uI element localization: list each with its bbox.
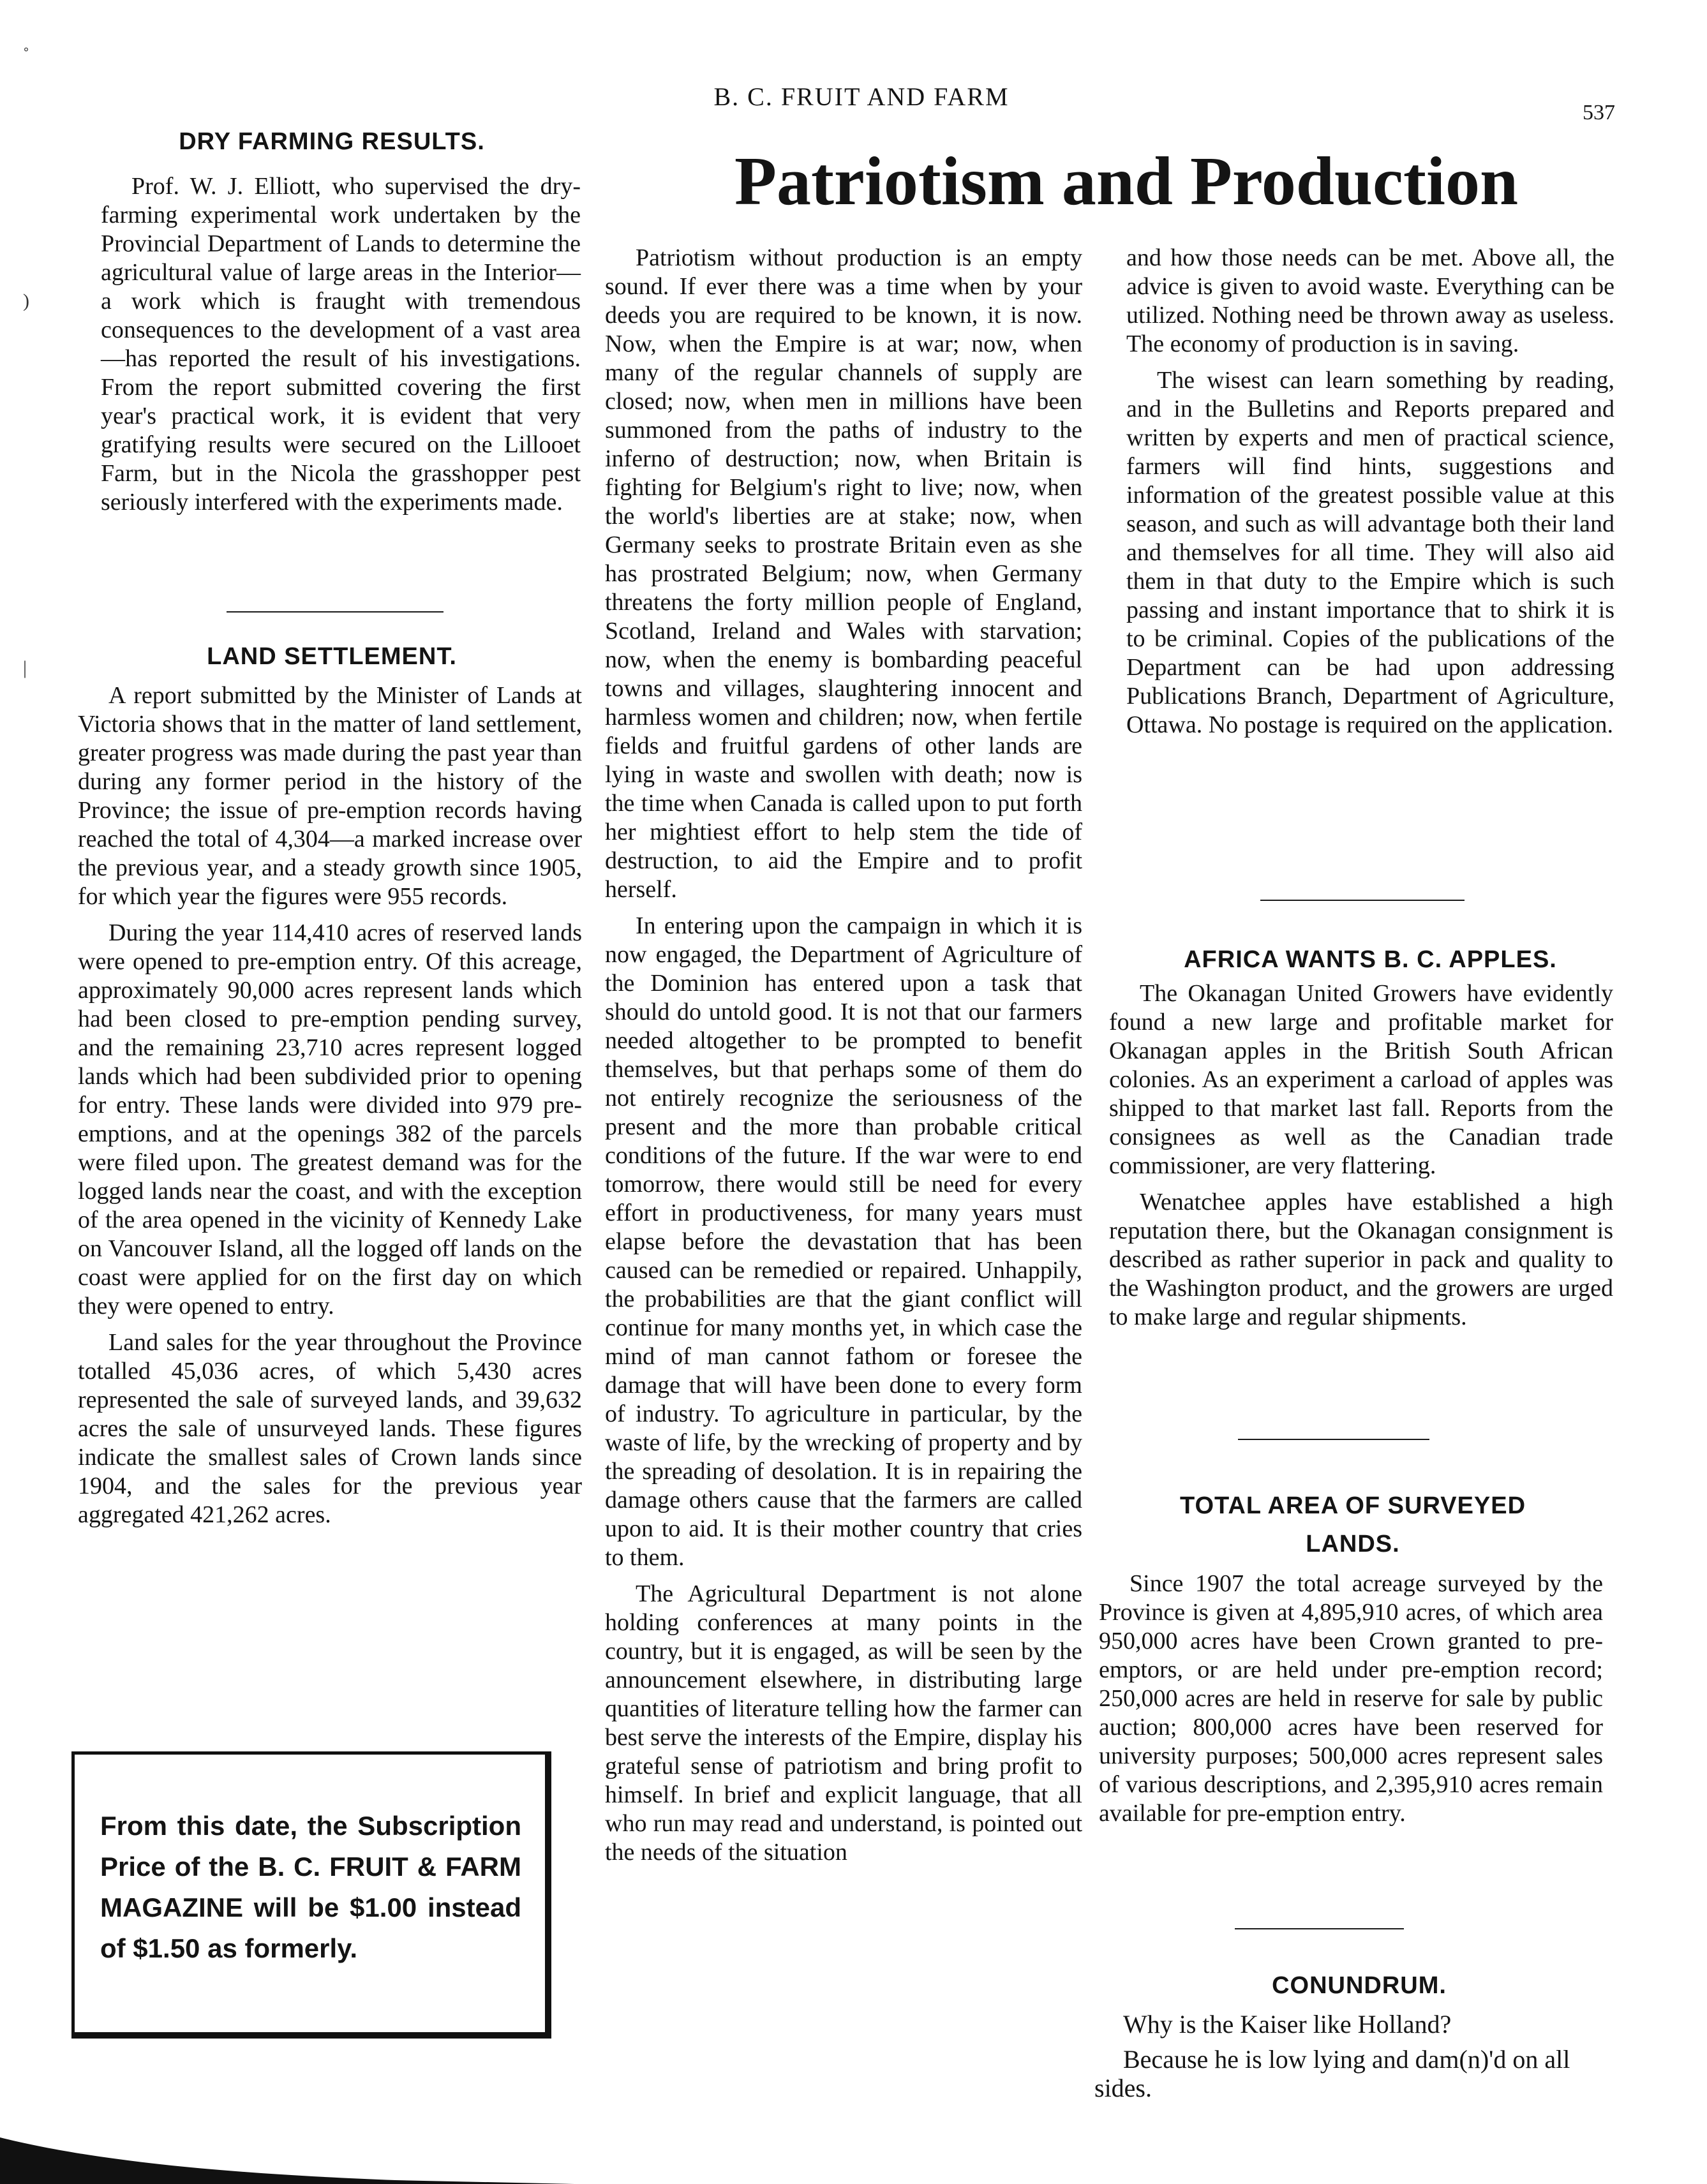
paragraph: The Okanagan United Growers have evidently found a new large and profitable market for Okanagan apples in the British South African colonies. As an experiment a carload of apples was shipped to that market last fall. Reports from the consignees as well as the Canadian trade commissioner, are very flattering. (1109, 980, 1613, 1179)
paragraph: The Agricultural Department is not alone holding conferences at many points in the country, but it is engaged, as will be seen by the announcement elsewhere, in distributing large quantities of literature telling how the farmer can best serve the interests of the Empire, display his grateful sense of patriotism and bring profit to himself. In brief and explicit language, that all who run may read and understand, is pointed out the needs of the situation (605, 1580, 1082, 1866)
margin-mark: ˚ (23, 45, 29, 66)
dry-farming-heading: DRY FARMING RESULTS. (179, 128, 485, 155)
main-title: Patriotism and Production (734, 144, 1519, 219)
patriotism-article-col2 (1126, 244, 1614, 747)
conundrum-heading: CONUNDRUM. (1272, 1972, 1447, 1999)
land-settlement-heading: LAND SETTLEMENT. (207, 643, 457, 670)
section-divider (227, 611, 444, 613)
page-number: 537 (1583, 101, 1615, 124)
subscription-price-box (71, 1751, 551, 2039)
surveyed-lands-heading: TOTAL AREA OF SURVEYED LANDS. (1179, 1492, 1526, 1557)
subscription-notice: From this date, the Subscription Price of the B. C. FRUIT & FARM MAGAZINE will be $1.00 instead of $1.50 as formerly. (100, 1811, 521, 1963)
paragraph: During the year 114,410 acres of reserved lands were opened to pre-emption entry. Of this acreage, approximately 90,000 acres represent lands which had been closed to pre-emption pending survey, and the remaining 23,710 acres represent logged lands which had been subdivided prior to opening for entry. These lands were divided into 979 pre-emptions, and at the openings 382 of the parcels were filed upon. The greatest demand was for the logged lands near the coast, and with the exception of the area opened in the vicinity of Kennedy Lake on Vancouver Island, all the logged off lands on the coast were applied for on the first day on which they were opened to entry. (78, 919, 582, 1319)
margin-mark: ) (23, 290, 29, 311)
land-settlement-article (78, 681, 582, 1537)
paragraph: Since 1907 the total acreage surveyed by the Province is given at 4,895,910 acres, of which area 950,000 acres have been Crown granted to pre-emptors, or are held under pre-emption record; 250,000 acres are held in reserve for sale by public auction; 800,000 acres have been reserved for university purposes; 500,000 acres represent sales of various descriptions, and 2,395,910 acres remain available for pre-emption entry. (1099, 1570, 1603, 1827)
paragraph: Patriotism without production is an empty sound. If ever there was a time when by your deeds you are required to be known, it is now. Now, when the Empire is at war; now, when many of the regular channels of supply are closed; now, when men in millions have been summoned from the paths of industry to the inferno of destruction; now, when Britain is fighting for Belgium's right to live; now, when the world's liberties are at stake; now, when Germany seeks to prostrate Britain even as she has prostrated Belgium; now, when Germany threatens the forty million people of England, Scotland, Ireland and Wales with starvation; now, when the enemy is bombarding peaceful towns and villages, slaughtering innocent and harmless women and children; now, when fertile fields and fruitful gardens of other lands are lying in waste and swollen with death; now is the time when Canada is called upon to put forth her mightiest effort to help stem the tide of destruction, to aid the Empire and to profit herself. (605, 244, 1082, 903)
africa-heading: AFRICA WANTS B. C. APPLES. (1184, 946, 1557, 973)
margin-mark: | (23, 657, 27, 678)
paragraph: The wisest can learn something by reading, and in the Bulletins and Reports prepared and written by experts and men of practical science, farmers will find hints, suggestions and information of the greatest possible value at this season, and such as will advantage both their land and themselves for all time. They will also aid them in that duty to the Empire which is such passing and instant importance that to shirk it is to be criminal. Copies of the publications of the Department can be had upon addressing Publications Branch, Department of Agriculture, Ottawa. No postage is required on the application. (1126, 367, 1614, 738)
paragraph: Land sales for the year throughout the Province totalled 45,036 acres, of which 5,430 acres represented the sale of surveyed lands, and 39,632 acres the sale of unsurveyed lands. These figures indicate the smallest sales of Crown lands since 1904, and the sales for the previous year aggregated 421,262 acres. (78, 1329, 582, 1528)
section-divider (1260, 900, 1465, 901)
paragraph: and how those needs can be met. Above all, the advice is given to avoid waste. Everything can be utilized. Nothing need be thrown away as useless. The economy of production is in saving. (1126, 244, 1614, 357)
surveyed-lands-article (1099, 1570, 1603, 1836)
patriotism-article-col1 (605, 244, 1082, 1875)
paragraph: Prof. W. J. Elliott, who supervised the dry-farming experimental work undertaken by the Provincial Department of Lands to determine the agricultural value of large areas in the Interior—a work which is fraught with tremendous consequences to the development of a vast area—has reported the result of his investigations. From the report submitted covering the first year's practical work, it is evident that very gratifying results were secured on the Lillooet Farm, but in the Nicola the grasshopper pest seriously interfered with the experiments made. (101, 173, 581, 516)
section-divider (1238, 1439, 1429, 1440)
paragraph: Wenatchee apples have established a high reputation there, but the Okanagan consignment is described as rather superior in pack and quality to the Washington product, and the growers are urged to make large and regular shipments. (1109, 1189, 1613, 1330)
conundrum-answer: Because he is low lying and dam(n)'d on all sides. (1094, 2045, 1570, 2102)
conundrum-article (1094, 2010, 1611, 2109)
paragraph: A report submitted by the Minister of Lands at Victoria shows that in the matter of land settlement, greater progress was made during the past year than during any former period in the history of the Province; the issue of pre-emption records having reached the total of 4,304—a marked increase over the previous year, and a steady growth since 1905, for which year the figures were 955 records. (78, 682, 582, 910)
dry-farming-article (101, 172, 581, 524)
scan-edge-shadow (0, 2118, 574, 2184)
paragraph: In entering upon the campaign in which it is now engaged, the Department of Agriculture of the Dominion has entered upon a task that should do untold good. It is not that our farmers needed altogether to be prompted to benefit themselves, but that perhaps some of them do not entirely recognize the seriousness of the present and the more than probable critical conditions of the future. If the war were to end tomorrow, there would still be need for every effort in productiveness, for many years must elapse before the devastation that has been caused can be remedied or repaired. Unhappily, the probabilities are that the giant conflict will continue for many months yet, in which case the mind of man cannot fathom or foresee the damage that will have been done to every form of industry. To agriculture in particular, by the waste of life, by the wrecking of property and by the spreading of desolation. It is in repairing the damage others cause that the farmers are called upon to aid. It is their mother country that cries to them. (605, 912, 1082, 1571)
africa-article (1109, 979, 1613, 1339)
running-head: B. C. FRUIT AND FARM (713, 82, 1010, 111)
section-divider (1235, 1928, 1404, 1929)
conundrum-question: Why is the Kaiser like Holland? (1123, 2010, 1452, 2039)
